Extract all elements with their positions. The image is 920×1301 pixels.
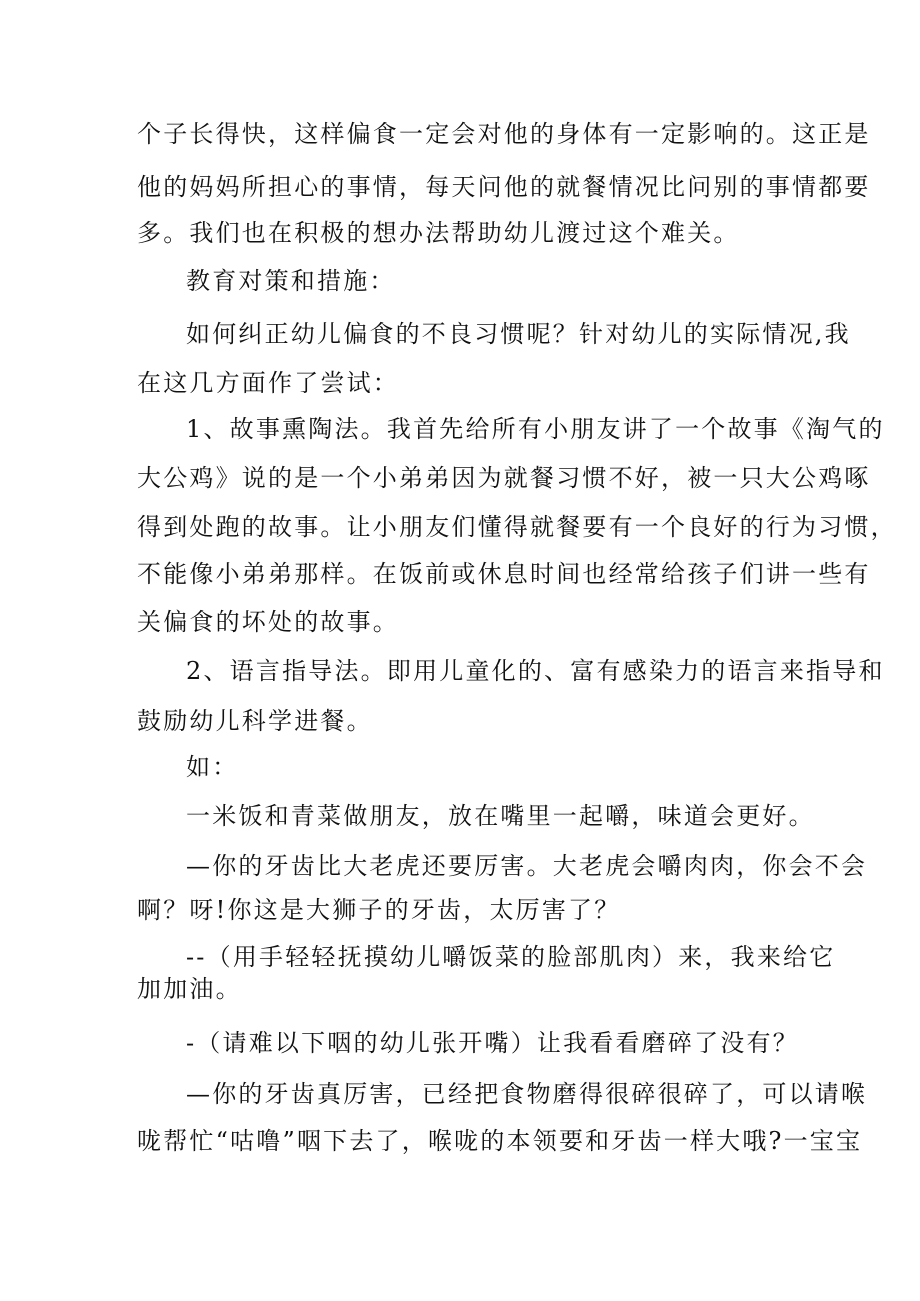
example-line-6: -（请难以下咽的幼儿张开嘴）让我看看磨碎了没有？: [186, 1029, 799, 1057]
example-line-3: 啊？呀!你这是大狮子的牙齿，太厉害了？: [137, 896, 621, 924]
paragraph-line-2: 他的妈妈所担心的事情，每天问他的就餐情况比问别的事情都要: [137, 173, 871, 201]
method-1-line-4: 不能像小弟弟那样。在饭前或休息时间也经常给孩子们讲一些有: [137, 560, 871, 588]
paragraph-line-5: 如何纠正幼儿偏食的不良习惯呢？针对幼儿的实际情况,我: [186, 320, 851, 348]
example-line-1: 一米饭和青菜做朋友，放在嘴里一起嚼，味道会更好。: [186, 802, 815, 830]
method-1-line-2: 大公鸡》说的是一个小弟弟因为就餐习惯不好，被一只大公鸡啄: [137, 464, 871, 492]
example-line-8: 咙帮忙“咕噜”咽下去了，喉咙的本领要和牙齿一样大哦?一宝宝: [137, 1127, 863, 1155]
method-1-line-5: 关偏食的坏处的故事。: [137, 608, 399, 636]
example-line-4: --（用手轻轻抚摸幼儿嚼饭菜的脸部肌肉）来，我来给它: [186, 943, 836, 971]
example-line-2: —你的牙齿比大老虎还要厉害。大老虎会嚼肉肉，你会不会: [186, 852, 868, 880]
method-2-line-2: 鼓励幼儿科学进餐。: [137, 707, 373, 735]
paragraph-line-3: 多。我们也在积极的想办法帮助幼儿渡过这个难关。: [137, 219, 740, 247]
example-line-5: 加加油。: [137, 975, 242, 1003]
method-2-line-1: 2、语言指导法。即用儿童化的、富有感染力的语言来指导和: [186, 657, 885, 685]
example-line-7: —你的牙齿真厉害，已经把食物磨得很碎很碎了，可以请喉: [186, 1080, 868, 1108]
paragraph-line-6: 在这几方面作了尝试：: [137, 369, 399, 397]
paragraph-line-1: 个子长得快，这样偏食一定会对他的身体有一定影响的。这正是: [137, 120, 871, 148]
method-1-line-3: 得到处跑的故事。让小朋友们懂得就餐要有一个良好的行为习惯，: [137, 513, 897, 541]
method-1-line-1: 1、故事熏陶法。我首先给所有小朋友讲了一个故事《淘气的: [186, 415, 885, 443]
section-heading-strategies: 教育对策和措施：: [186, 267, 396, 295]
example-intro: 如：: [186, 753, 239, 781]
